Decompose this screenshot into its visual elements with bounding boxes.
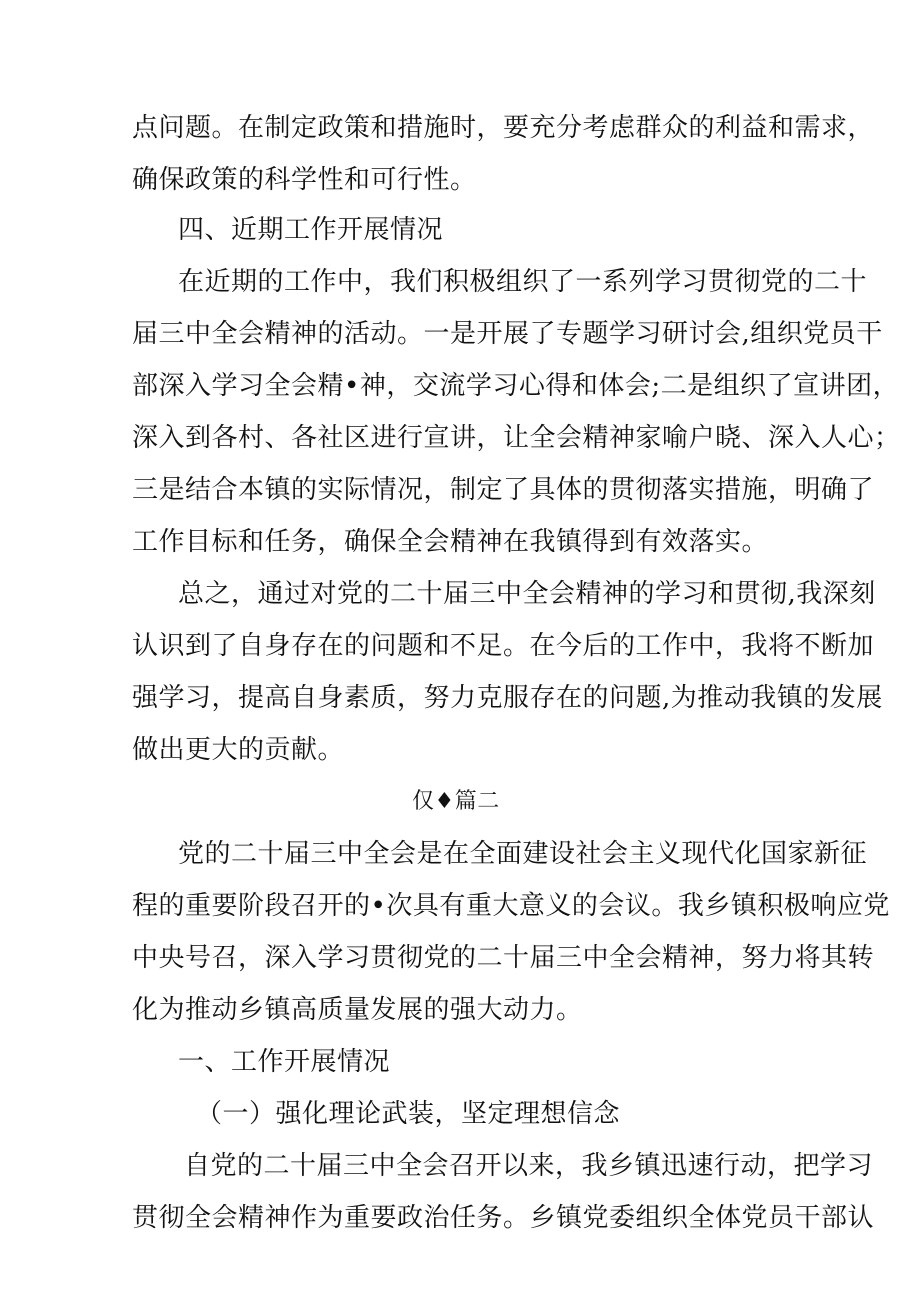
chapter-title: 仅♦篇二 — [412, 789, 500, 814]
subsection-heading-1: （一）强化理论武装，坚定理想信念 — [196, 1099, 621, 1129]
text-line-9: 工作目标和任务，确保全会精神在我镇得到有效落实。 — [132, 527, 769, 557]
text-line-18: 化为推动乡镇高质量发展的强大动力。 — [132, 995, 583, 1025]
section-heading-1: 一、工作开展情况 — [178, 1047, 391, 1077]
text-line-17: 中央号召，深入学习贯彻党的二十届三中全会精神，努力将其转 — [132, 943, 875, 973]
text-line-2: 确保政策的科学性和可行性。 — [132, 165, 477, 195]
text-line-12: 强学习，提高自身素质，努力克服存在的问题,为推动我镇的发展 — [132, 683, 883, 713]
text-line-15: 党的二十届三中全会是在全面建设社会主义现代化国家新征 — [178, 839, 868, 869]
text-line-13: 做出更大的贡献。 — [132, 735, 345, 765]
text-line-6: 部深入学习全会精•神，交流学习心得和体会;二是组织了宣讲团， — [132, 371, 900, 401]
text-line-4: 在近期的工作中，我们积极组织了一系列学习贯彻党的二十 — [178, 267, 868, 297]
text-line-5: 届三中全会精神的活动。一是开展了专题学习研讨会,组织党员干 — [132, 319, 883, 349]
section-heading-4: 四、近期工作开展情况 — [178, 215, 444, 245]
text-line-10: 总之，通过对党的二十届三中全会精神的学习和贯彻,我深刻 — [178, 579, 876, 609]
text-line-1: 点问题。在制定政策和措施时，要充分考虑群众的利益和需求， — [132, 113, 875, 143]
text-line-16: 程的重要阶段召开的•次具有重大意义的会议。我乡镇积极响应党 — [132, 891, 890, 921]
text-line-7: 深入到各村、各社区进行宣讲，让全会精神家喻户晓、深入人心； — [132, 423, 901, 453]
text-line-21: 自党的二十届三中全会召开以来，我乡镇迅速行动，把学习 — [184, 1151, 874, 1181]
text-line-11: 认识到了自身存在的问题和不足。在今后的工作中，我将不断加 — [132, 631, 875, 661]
text-line-8: 三是结合本镇的实际情况，制定了具体的贯彻落实措施，明确了 — [132, 475, 875, 505]
text-line-22: 贯彻全会精神作为重要政治任务。乡镇党委组织全体党员干部认 — [132, 1203, 875, 1233]
